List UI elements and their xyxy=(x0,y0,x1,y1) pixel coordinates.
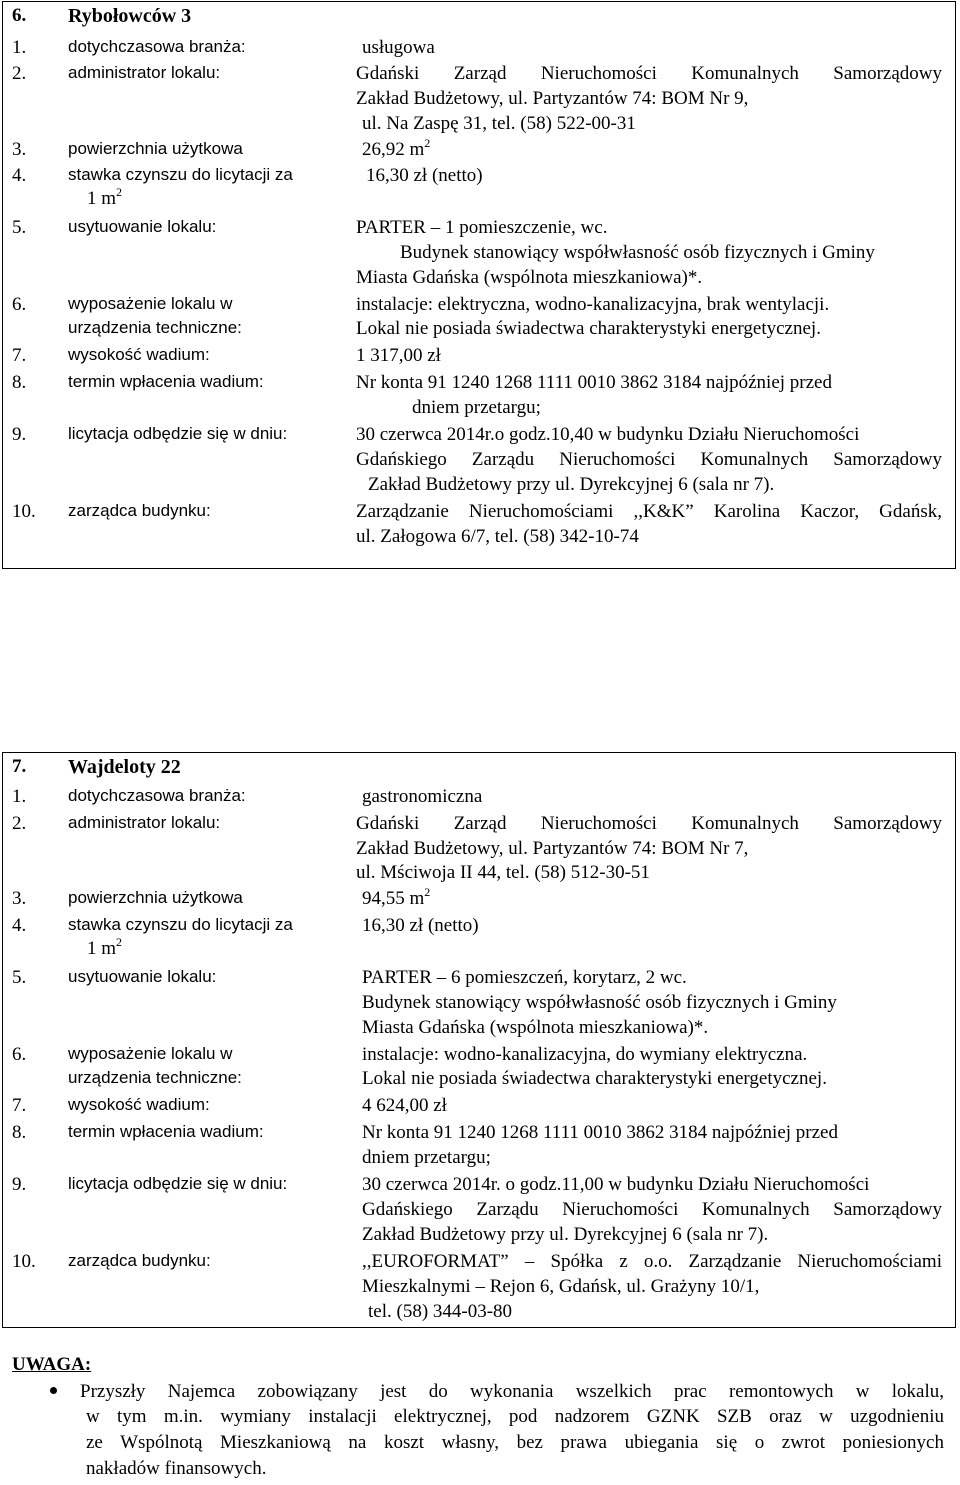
row-value: ,,EUROFORMAT” – Spółka z o.o. Zarządzanie Nieruchomościami xyxy=(362,1251,942,1272)
row-value: 4 624,00 zł xyxy=(362,1095,447,1116)
row-number: 9. xyxy=(12,424,27,445)
row-label: termin wpłacenia wadium: xyxy=(68,1122,264,1141)
row-value: Zakład Budżetowy, ul. Partyzantów 74: BOM Nr 9, xyxy=(356,88,749,109)
row-label: powierzchnia użytkowa xyxy=(68,139,243,158)
section-number: 6. xyxy=(12,5,27,26)
row-value: Zakład Budżetowy, ul. Partyzantów 74: BOM Nr 7, xyxy=(356,838,749,859)
row-label: wysokość wadium: xyxy=(68,345,210,364)
row-number: 10. xyxy=(12,501,36,522)
row-number: 9. xyxy=(12,1174,27,1195)
row-number: 3. xyxy=(12,888,27,909)
row-number: 7. xyxy=(12,1095,27,1116)
row-value: instalacje: wodno-kanalizacyjna, do wymiany elektryczna. xyxy=(362,1044,808,1065)
row-value: 16,30 zł (netto) xyxy=(366,165,483,186)
row-number: 2. xyxy=(12,63,27,84)
row-number: 8. xyxy=(12,372,27,393)
row-value: Zakład Budżetowy przy ul. Dyrekcyjnej 6 (sala nr 7). xyxy=(362,1224,769,1245)
row-number: 5. xyxy=(12,967,27,988)
row-value: dniem przetargu; xyxy=(412,397,541,418)
bullet-icon xyxy=(50,1387,57,1394)
row-value: 94,55 $m^2$ xyxy=(362,885,431,909)
row-label: urządzenia techniczne: xyxy=(68,1068,242,1087)
row-number: 5. xyxy=(12,217,27,238)
row-number: 6. xyxy=(12,1044,27,1065)
row-label: 1 $m^2$ xyxy=(87,935,123,959)
row-value: 26,92 $m^2$ xyxy=(362,136,431,160)
row-value: Gdański Zarząd Nieruchomości Komunalnych Samorządowy xyxy=(356,63,942,84)
note-text-line: Przyszły Najemca zobowiązany jest do wykonania wszelkich prac remontowych w lokalu, xyxy=(80,1381,944,1402)
row-number: 4. xyxy=(12,915,27,936)
row-value: Nr konta 91 1240 1268 1111 0010 3862 3184 najpóźniej przed xyxy=(356,372,832,393)
row-value: PARTER – 1 pomieszczenie, wc. xyxy=(356,217,608,238)
row-number: 8. xyxy=(12,1122,27,1143)
row-value: Budynek stanowiący współwłasność osób fizycznych i Gminy xyxy=(400,242,875,263)
row-label: termin wpłacenia wadium: xyxy=(68,372,264,391)
row-number: 1. xyxy=(12,37,27,58)
row-value: Zakład Budżetowy przy ul. Dyrekcyjnej 6 (sala nr 7). xyxy=(368,474,775,495)
row-value: Nr konta 91 1240 1268 1111 0010 3862 3184 najpóźniej przed xyxy=(362,1122,838,1143)
row-value: usługowa xyxy=(362,37,435,58)
row-label: licytacja odbędzie się w dniu: xyxy=(68,424,288,443)
row-value: Gdański Zarząd Nieruchomości Komunalnych Samorządowy xyxy=(356,813,942,834)
row-number: 2. xyxy=(12,813,27,834)
row-label: zarządca budynku: xyxy=(68,1251,211,1270)
row-number: 6. xyxy=(12,294,27,315)
row-label: powierzchnia użytkowa xyxy=(68,888,243,907)
row-value: Zarządzanie Nieruchomościami ,,K&K” Karolina Kaczor, Gdańsk, xyxy=(356,501,942,522)
row-label: administrator lokalu: xyxy=(68,813,221,832)
row-label: zarządca budynku: xyxy=(68,501,211,520)
row-value: ul. Mściwoja II 44, tel. (58) 512-30-51 xyxy=(356,862,650,883)
note-text-line: nakładów finansowych. xyxy=(86,1458,267,1479)
row-number: 3. xyxy=(12,139,27,160)
row-label: wysokość wadium: xyxy=(68,1095,210,1114)
row-value: ul. Na Zaspę 31, tel. (58) 522-00-31 xyxy=(362,113,636,134)
row-label: dotychczasowa branża: xyxy=(68,37,246,56)
row-value: Miasta Gdańska (wspólnota mieszkaniowa)*. xyxy=(362,1017,709,1038)
row-number: 10. xyxy=(12,1251,36,1272)
row-number: 1. xyxy=(12,786,27,807)
row-number: 4. xyxy=(12,165,27,186)
note-text-line: w tym m.in. wymiany instalacji elektrycznej, pod nadzorem GZNK SZB oraz w uzgodnieniu xyxy=(86,1406,944,1427)
row-value: 30 czerwca 2014r.o godz.10,40 w budynku Działu Nieruchomości xyxy=(356,424,860,445)
note-text-line: ze Wspólnotą Mieszkaniową na koszt własny, bez prawa ubiegania się o zwrot poniesionych xyxy=(86,1432,944,1453)
row-label: 1 $m^2$ xyxy=(87,185,123,209)
row-value: dniem przetargu; xyxy=(362,1147,491,1168)
row-value: Mieszkalnymi – Rejon 6, Gdańsk, ul. Grażyny 10/1, xyxy=(362,1276,760,1297)
note-title: UWAGA: xyxy=(12,1354,92,1375)
row-value: 30 czerwca 2014r. o godz.11,00 w budynku Działu Nieruchomości xyxy=(362,1174,870,1195)
row-value: gastronomiczna xyxy=(362,786,483,807)
row-label: dotychczasowa branża: xyxy=(68,786,246,805)
row-label: urządzenia techniczne: xyxy=(68,318,242,337)
row-value: Lokal nie posiada świadectwa charakterystyki energetycznej. xyxy=(356,318,821,339)
row-value: 1 317,00 zł xyxy=(356,345,441,366)
row-label: wyposażenie lokalu w xyxy=(68,1044,233,1063)
row-value: instalacje: elektryczna, wodno-kanalizacyjna, brak wentylacji. xyxy=(356,294,830,315)
row-value: Gdańskiego Zarządu Nieruchomości Komunalnych Samorządowy xyxy=(362,1199,942,1220)
row-number: 7. xyxy=(12,345,27,366)
row-value: tel. (58) 344-03-80 xyxy=(368,1301,513,1322)
row-value: PARTER – 6 pomieszczeń, korytarz, 2 wc. xyxy=(362,967,687,988)
section-title: Rybołowców 3 xyxy=(68,5,192,27)
section-number: 7. xyxy=(12,756,27,777)
row-value: Budynek stanowiący współwłasność osób fizycznych i Gminy xyxy=(362,992,837,1013)
row-label: stawka czynszu do licytacji za xyxy=(68,165,293,184)
row-label: wyposażenie lokalu w xyxy=(68,294,233,313)
row-label: licytacja odbędzie się w dniu: xyxy=(68,1174,288,1193)
row-label: stawka czynszu do licytacji za xyxy=(68,915,293,934)
row-value: 16,30 zł (netto) xyxy=(362,915,479,936)
row-value: Gdańskiego Zarządu Nieruchomości Komunalnych Samorządowy xyxy=(356,449,942,470)
section-title: Wajdeloty 22 xyxy=(68,756,181,778)
row-value: Miasta Gdańska (wspólnota mieszkaniowa)*. xyxy=(356,267,703,288)
row-value: Lokal nie posiada świadectwa charakterystyki energetycznej. xyxy=(362,1068,827,1089)
row-value: ul. Załogowa 6/7, tel. (58) 342-10-74 xyxy=(356,526,639,547)
row-label: administrator lokalu: xyxy=(68,63,221,82)
row-label: usytuowanie lokalu: xyxy=(68,967,217,986)
row-label: usytuowanie lokalu: xyxy=(68,217,217,236)
